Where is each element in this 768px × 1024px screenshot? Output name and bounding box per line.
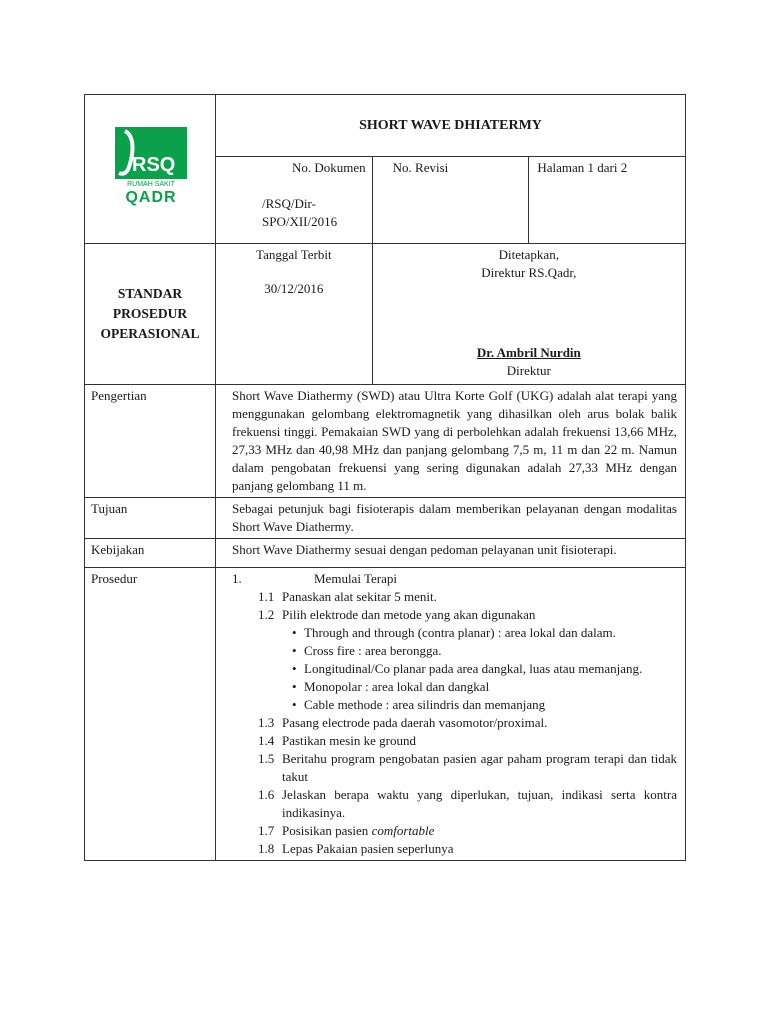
logo-subtext: RUMAH SAKIT xyxy=(127,181,175,188)
kebijakan-text: Short Wave Diathermy sesuai dengan pedoman pelayanan unit fisioterapi. xyxy=(216,539,686,568)
sub-step-number: 1.6 xyxy=(258,787,275,802)
sub-step-1-8 xyxy=(232,840,677,858)
bullet-item: • Longitudinal/Co planar pada area dangkal, luas atau memanjang. xyxy=(292,660,677,678)
tanggal-terbit-label: Tanggal Terbit xyxy=(256,247,332,262)
sub-step-text: Panaskan alat sekitar 5 menit. xyxy=(282,589,437,604)
pengertian-text: Short Wave Diathermy (SWD) atau Ultra Korte Golf (UKG) adalah alat terapi yang menggunakan gelombang elektromagnetik yang dihasilkan oleh arus bolak balik frekuensi tinggi. Pemakaian SWD yang di perbolehkan adalah frekuensi 13,66 MHz, 27,33 MHz dan 40,98 MHz dan panjang gelombang 7,5 m, 11 m dan 22 m. Namun dalam pengobatan frekuensi yang sering digunakan adalah 27,33 MHz dengan panjang gelombang 11 m. xyxy=(216,385,686,498)
ditetapkan-cell xyxy=(372,244,685,385)
standar-line-3: OPERASIONAL xyxy=(100,326,200,341)
standar-prosedur-operasional xyxy=(85,244,216,385)
ditetapkan-label: Ditetapkan, xyxy=(498,247,559,262)
prosedur-step-1 xyxy=(232,570,677,588)
sub-step-number: 1.8 xyxy=(258,841,275,856)
bullet-item: • Cable methode : area silindris dan memanjang xyxy=(292,696,677,714)
sub-step-text: Lepas Pakaian pasien seperlunya xyxy=(282,841,454,856)
prosedur-content xyxy=(216,568,686,861)
bullet-item: • Through and through (contra planar) : area lokal dan dalam. xyxy=(292,624,677,642)
bullet-item: • Cross fire : area berongga. xyxy=(292,642,677,660)
no-dokumen-cell xyxy=(216,157,373,244)
sub-step-number: 1.7 xyxy=(258,823,275,838)
sub-step-text-plain: Posisikan pasien xyxy=(282,823,372,838)
sub-step-1-3 xyxy=(232,714,677,732)
bullet-text: Monopolar : area lokal dan dangkal xyxy=(304,679,490,694)
halaman-label: Halaman 1 dari 2 xyxy=(529,157,686,244)
no-revisi-label: No. Revisi xyxy=(372,157,529,244)
tujuan-label: Tujuan xyxy=(85,498,216,539)
sub-step-1-4 xyxy=(232,732,677,750)
tanggal-terbit-value: 30/12/2016 xyxy=(264,281,324,296)
standar-line-1: STANDAR xyxy=(117,286,183,301)
sub-step-text: Pastikan mesin ke ground xyxy=(282,733,416,748)
no-dokumen-label: No. Dokumen xyxy=(292,160,366,175)
sub-step-text: Pasang electrode pada daerah vasomotor/proximal. xyxy=(282,715,548,730)
sub-step-1-6 xyxy=(232,786,677,822)
direktur-name: Dr. Ambril Nurdin xyxy=(476,345,581,360)
tanggal-terbit-cell xyxy=(216,244,373,385)
spo-document-table xyxy=(84,94,686,861)
document-title: SHORT WAVE DHIATERMY xyxy=(216,95,686,157)
sub-step-text-emphasis: comfortable xyxy=(371,823,435,838)
step-number: 1. xyxy=(232,571,242,586)
sub-step-number: 1.5 xyxy=(258,751,275,766)
sub-step-list xyxy=(232,588,677,624)
sub-step-list-continued xyxy=(232,714,677,858)
bullet-text: Cross fire : area berongga. xyxy=(304,643,442,658)
sub-step-1-7 xyxy=(232,822,677,840)
sub-step-number: 1.4 xyxy=(258,733,275,748)
kebijakan-label: Kebijakan xyxy=(85,539,216,568)
logo-text: RSQ xyxy=(132,154,176,176)
sub-step-text: Jelaskan berapa waktu yang diperlukan, tujuan, indikasi serta kontra indikasinya. xyxy=(282,787,677,820)
logo-cell xyxy=(85,95,216,244)
sub-step-1-5 xyxy=(232,750,677,786)
logo-brand: QADR xyxy=(125,189,177,206)
sub-step-text xyxy=(282,822,677,840)
bullet-text: Longitudinal/Co planar pada area dangkal, luas atau memanjang. xyxy=(304,661,643,676)
standar-line-2: PROSEDUR xyxy=(112,306,188,321)
sub-step-text: Pilih elektrode dan metode yang akan digunakan xyxy=(282,607,536,622)
sub-step-1-2 xyxy=(232,606,677,624)
sub-step-1-1 xyxy=(232,588,677,606)
direktur-title: Direktur xyxy=(506,363,551,378)
tujuan-text: Sebagai petunjuk bagi fisioterapis dalam memberikan pelayanan dengan modalitas Short Wave Diathermy. xyxy=(216,498,686,539)
sub-step-number: 1.2 xyxy=(258,607,275,622)
logo-mark xyxy=(115,127,187,179)
step-title: Memulai Terapi xyxy=(314,571,397,586)
no-dokumen-value: /RSQ/Dir-SPO/XII/2016 xyxy=(262,196,338,229)
pengertian-label: Pengertian xyxy=(85,385,216,498)
bullet-text: Through and through (contra planar) : area lokal dan dalam. xyxy=(304,625,616,640)
rsq-logo xyxy=(115,127,187,206)
sub-step-text: Beritahu program pengobatan pasien agar paham program terapi dan tidak takut xyxy=(282,751,677,784)
electrode-method-list xyxy=(232,624,677,714)
prosedur-label: Prosedur xyxy=(85,568,216,861)
bullet-item: • Monopolar : area lokal dan dangkal xyxy=(292,678,677,696)
direktur-rs-label: Direktur RS.Qadr, xyxy=(481,265,577,280)
sub-step-number: 1.1 xyxy=(258,589,275,604)
sub-step-number: 1.3 xyxy=(258,715,275,730)
bullet-text: Cable methode : area silindris dan memanjang xyxy=(304,697,546,712)
